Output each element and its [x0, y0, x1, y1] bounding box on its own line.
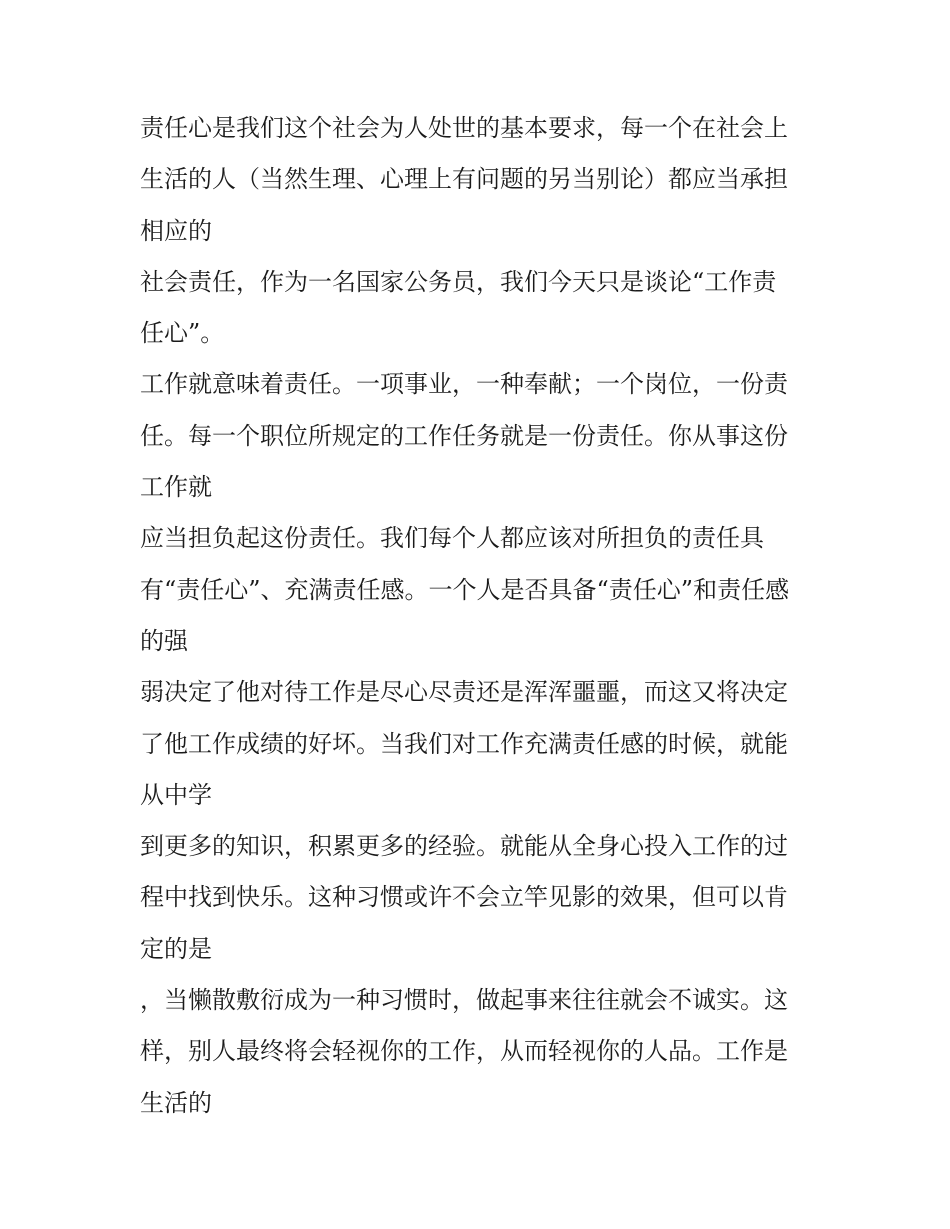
text-line: 的强 — [140, 626, 188, 655]
text-line: 程中找到快乐。这种习惯或许不会立竿见影的效果，但可以肯 — [140, 883, 788, 912]
text-line: 定的是 — [140, 934, 212, 963]
text-line: 样，别人最终将会轻视你的工作，从而轻视你的人品。工作是 — [140, 1037, 788, 1066]
text-line: 任。每一个职位所规定的工作任务就是一份责任。你从事这份 — [140, 421, 788, 450]
text-line: 了他工作成绩的好坏。当我们对工作充满责任感的时候，就能 — [140, 729, 788, 758]
text-line: 工作就意味着责任。一项事业，一种奉献；一个岗位，一份责 — [140, 370, 788, 399]
text-line: 有“责任心”、充满责任感。一个人是否具备“责任心”和责任感 — [140, 575, 790, 604]
body-text — [140, 103, 830, 1129]
text-line: 责任心是我们这个社会为人处世的基本要求，每一个在社会上 — [140, 114, 788, 142]
text-line: 社会责任，作为一名国家公务员，我们今天只是谈论“工作责 — [140, 267, 777, 296]
text-line: 应当担负起这份责任。我们每个人都应该对所担负的责任具 — [140, 524, 764, 553]
text-line: 任心”。 — [140, 319, 225, 348]
text-line: 从中学 — [140, 780, 212, 809]
text-line: ，当懒散敷衍成为一种习惯时，做起事来往往就会不诚实。这 — [140, 986, 788, 1015]
text-line: 生活的 — [140, 1088, 212, 1117]
text-line: 相应的 — [140, 216, 212, 245]
text-line: 工作就 — [140, 473, 212, 502]
text-line: 到更多的知识，积累更多的经验。就能从全身心投入工作的过 — [140, 832, 788, 861]
text-line: 弱决定了他对待工作是尽心尽责还是浑浑噩噩，而这又将决定 — [140, 678, 788, 707]
text-line: 生活的人（当然生理、心理上有问题的另当别论）都应当承担 — [140, 165, 788, 194]
